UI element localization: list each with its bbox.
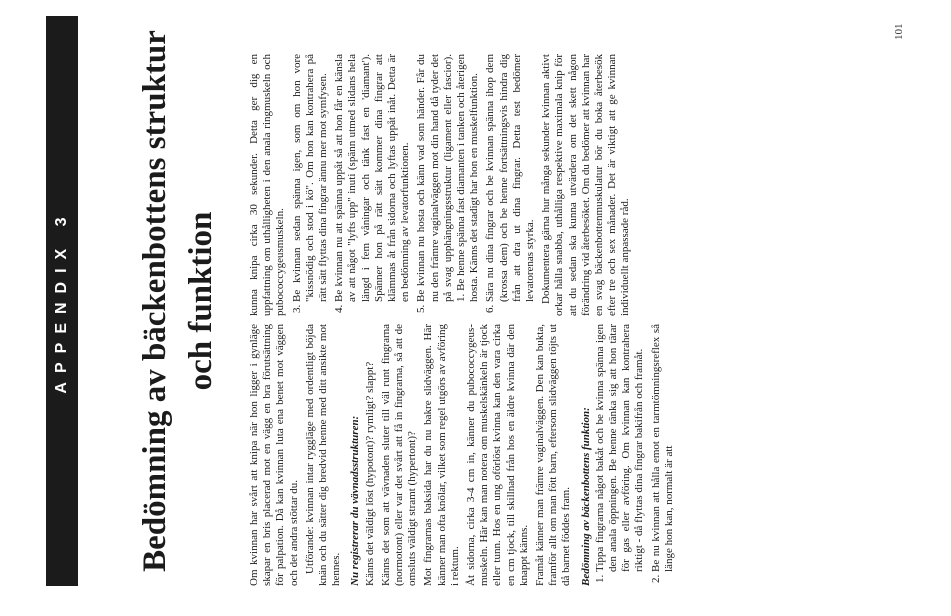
continuation-paragraph: kunna knipa cirka 30 sekunder. Detta ger dig en uppfattning om uthålligheten i den anala ringmuskeln och pubococcygeusmuskeln. [248,54,287,316]
closing-paragraph: Dokumentera gärna hur många sekunder kvinnan aktivt orkar hålla snabba, uthålliga respektive maximala knip för att du sedan ska kunna utvärdera om det skett någon förändring vid återbesöket. Om du bedömer att kvinnan har en svag bäckenbottenmuskulatur bör du boka återbesök efter tre och sex månader. Det är viktigt att ge kvinnan individuellt anpassade råd. [540,54,632,316]
sidorna-paragraph: Åt sidorna, cirka 3-4 cm in, känner du pubococcygeus-muskeln. Här kan man notera om muskelskänkeln är tjock eller tunn. Hos en ung oförlöst kvinna kan den vara cirka en cm tjock, till skillnad från hos en äldre kvinna där den knappt känns. [465,324,530,586]
function-item-text: 2. Be nu kvinnan att hålla emot en tarmtömningsreflex så länge hon kan, normalt är att [649,324,675,572]
appendix-header-bar [46,16,78,586]
intro-paragraph: Om kvinnan har svårt att knipa när hon ligger i gynläge skapar en bris placerad mot en vägg en bra förutsättning för palpation. Då kan kvinnan luta ena benet mot väggen och det andra stöttar du. [248,324,300,586]
function-heading: Bedömning av bäckenbottens funktion: [579,407,592,586]
appendix-label: APPENDIX 3 [53,208,70,394]
function-item-text: 3. Be kvinnan sedan spänna igen, som om hon vore "kissnödig och stod i kö". Om hon kan kontrahera på rätt sätt flyttas dina fingrar ännu mer mot symfysen. [290,54,330,302]
page-title [132,16,224,586]
page-title-line-1: Bedömning av bäckenbottens struktur [137,30,173,572]
function-item [650,324,676,572]
function-list [594,324,676,586]
left-text-column [248,324,866,586]
function-item [484,54,537,302]
registration-heading: Nu registrerar du vävnadsstrukturen: [349,415,362,586]
normotont-paragraph: Känns det som att vävnaden sluter till väl runt fingrarna (normotont) eller var det svårt att få in fingrarna, så att de omsluts väldigt stramt (hypertont)? [379,324,419,586]
function-list-continued [291,54,538,316]
function-item [594,324,647,572]
registration-paragraph: Känns det väldigt löst (hypotont)? rymligt? slappt? [363,361,376,586]
function-item [415,54,481,302]
function-item [291,54,331,302]
right-text-column [248,54,866,316]
utforande-paragraph: Utförande: kvinnan intar ryggläge med ordentligt böjda knän och du sätter dig bredvid henne med ditt ansikte mot hennes. [303,324,343,586]
function-item [333,54,412,302]
framat-paragraph: Framåt känner man främre vaginalväggen. Den kan bukta, framför allt om man fött barn, eftersom slidväggen töjts ut då barnet föddes fram. [534,324,573,586]
baksida-paragraph: Mot fingrarnas baksida har du nu bakre slidväggen. Här känner man ofta knölar, vilket som regel utgörs av avföring i rektum. [422,324,461,586]
function-item-text: 5. Be kvinnan nu hosta och känn vad som händer. Får du nu den främre vaginalväggen mot din hand då tyder det på svag upphängningsstruktur (ligament eller fascior). 1. Be henne spänna fast diamanten i tanken och återigen hosta. Känns det stadigt har hon en muskelfunktion. [415,54,481,302]
function-item-text: 4. Be kvinnan nu att spänna uppåt så att hon får en känsla av att något "lyfts upp" inuti (spänn utmed slidans hela längd i fem våningar och tänk fast en 'diamant'). Spänner hon på rätt sätt kommer dina fingrar att klämmas åt från sidorna och lyftas uppåt inåt. Detta är en bedömning av levatorfunktionen. [333,54,412,302]
page-title-line-2: och funktion [183,211,219,391]
function-item-text: 1. Tippa fingrarna något bakåt och be kvinna spänna igen den anala öppningen. Be henne tänka sig att hon tätar för gas eller avföring. Om kvinnan kan kontrahera riktigt - då flyttas dina fingrar bakifrån och framåt. [593,324,646,572]
function-item-text: 6. Sära nu dina fingrar och be kvinnan spänna ihop dem (krossa dem) och be henne fortsättningsvis hindra dig från att dra ut dina fingrar. Detta test bedömer levatorenas styrka. [484,54,537,302]
page-number: 101 [893,23,905,40]
